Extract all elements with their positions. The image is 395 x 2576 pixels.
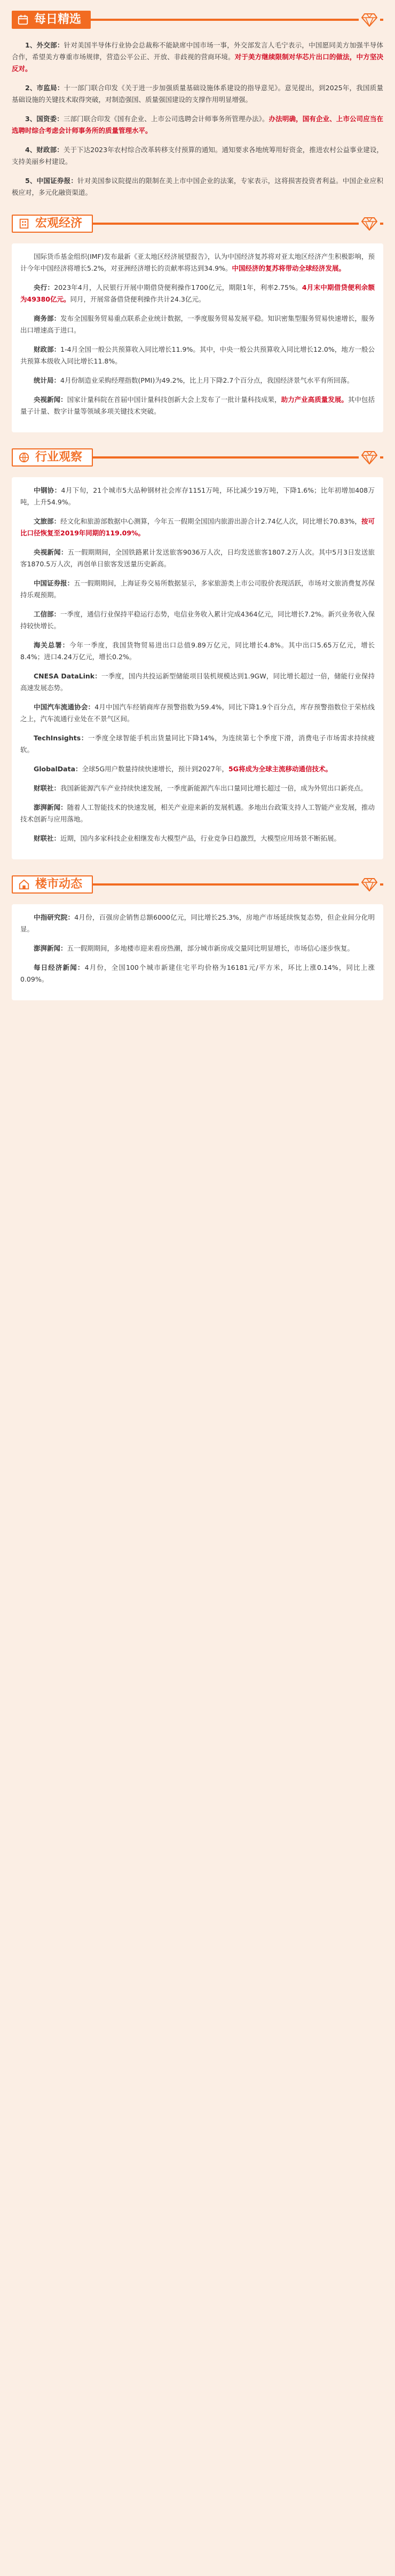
building-icon (17, 217, 31, 231)
news-source: 中指研究院： (34, 913, 75, 921)
news-source: 央行： (34, 283, 54, 291)
news-text: 1-4月全国一般公共预算收入同比增长11.9%。 (60, 345, 200, 353)
section-header (12, 872, 383, 897)
news-text: 一季度，国内共投运新型储能项目装机规模达到1.9GW， (101, 672, 273, 680)
news-text: 五一假期期间，多地楼市迎来看房热潮， (67, 944, 187, 952)
news-item (20, 485, 375, 508)
news-item (20, 344, 375, 367)
diamond-icon (359, 447, 380, 468)
news-tail: 其中，中央一般公共预算收入同比增长12.0%，地方一般公共预算本级收入同比增长11.8%。 (20, 345, 375, 365)
news-item (20, 962, 375, 985)
news-item (20, 701, 375, 725)
news-source: 4、财政部： (25, 146, 64, 154)
diamond-icon (359, 10, 380, 30)
news-source: 1、外交部： (25, 41, 64, 49)
news-item (20, 670, 375, 694)
news-text: 4月份制造业采购经理指数(PMI)为49.2%，比上月下降2.7个百分点， (60, 376, 267, 384)
news-tail: 我国经济景气水平有所回落。 (266, 376, 354, 384)
section-header (12, 445, 383, 470)
news-tail: 同比增长超过一倍，储能行业保持高速发展态势。 (20, 672, 375, 692)
news-item (12, 39, 383, 75)
news-source: TechInsights： (34, 734, 88, 742)
news-source: 每日经济新闻： (34, 963, 85, 971)
diamond-icon (359, 214, 380, 234)
news-tail: 部分城市新房成交量同比明显增长，市场信心逐步恢复。 (187, 944, 354, 952)
news-item (20, 282, 375, 305)
news-source: 财联社： (34, 784, 61, 792)
news-highlight: 按可比口径恢复至2019年同期的119.09%。 (20, 517, 375, 537)
news-tail: 为连续第七个季度下滑，消费电子市场需求持续疲软。 (20, 734, 375, 754)
section-daily (12, 7, 383, 199)
news-text: 五一假期期间，全国铁路累计发送旅客9036万人次，日均发送旅客1807.2万人次。 (67, 548, 319, 556)
news-source: 文旅部： (34, 517, 61, 525)
news-item (20, 609, 375, 632)
news-source: 财政部： (34, 345, 61, 353)
news-tail: 知识密集型服务贸易快速增长，服务出口增速高于进口。 (20, 314, 375, 334)
news-source: 5、中国证券报： (25, 177, 78, 185)
section-title-badge (12, 875, 93, 894)
news-item (20, 251, 375, 274)
news-highlight: 助力产业高质量发展。 (281, 396, 348, 404)
news-text: 2023年4月，人民银行开展中期借贷便利操作1700亿元，期限1年，利率2.75%。 (54, 283, 302, 291)
news-highlight: 中国经济的复苏将带动全球经济发展。 (232, 264, 345, 272)
section-title-badge (12, 448, 93, 467)
news-text: 针对美国半导体行业协会总裁称不能缺席中国市场一事，外交部发言人毛宁表示，中国愿同美方加强半导体合作，希望美方尊重市场规律，营造公平公正、开放、非歧视的营商环境。 (12, 41, 383, 61)
section-body (12, 904, 383, 1000)
section-realestate (12, 872, 383, 1000)
news-item (20, 833, 375, 844)
news-text: 4月中国汽车经销商库存预警指数为59.4%，同比下降1.9个百分点， (94, 703, 301, 711)
news-text: 关于下达2023年农村综合改革转移支付预算的通知。 (63, 146, 222, 154)
news-source: 统计局： (34, 376, 61, 384)
news-text: 全球5G用户数量持续快速增长，预计到2027年， (82, 765, 228, 773)
news-text: 国际货币基金组织(IMF)发布最新《亚太地区经济展望报告》，认为中国经济复苏将对亚太地区经济产生积极影响，预计今年中国经济将增长5.2%，对亚洲经济增长的贡献率将达到34.9%。 (20, 252, 375, 272)
news-source: GlobalData： (34, 765, 82, 773)
news-source: 3、国资委： (25, 115, 64, 123)
news-tail: 行业竞争日趋激烈，大模型应用场景不断拓展。 (200, 834, 341, 842)
news-text: 经文化和旅游部数据中心测算，今年五一假期全国国内旅游出游合计2.74亿人次，同比增长70.83%， (60, 517, 361, 525)
news-text: 五一假期期间，上海证券交易所数据显示， (74, 579, 201, 587)
news-source: CNESA DataLink： (34, 672, 101, 680)
news-item (20, 516, 375, 539)
news-highlight: 4月末中期借贷便利余额为49380亿元。 (20, 283, 375, 303)
news-source: 中国证券报： (34, 579, 74, 587)
section-title: 楼市动态 (35, 878, 83, 891)
news-tail: 一季度新能源汽车出口量同比增长超过一倍，成为外贸出口新亮点。 (167, 784, 368, 792)
news-tail: 房地产市场延续恢复态势，但企业间分化明显。 (20, 913, 375, 933)
news-source: 央视新闻： (34, 548, 68, 556)
section-title-badge (12, 11, 91, 29)
news-item (20, 578, 375, 601)
news-item (20, 375, 375, 386)
page (0, 0, 395, 1034)
news-highlight: 5G将成为全球主流移动通信技术。 (228, 765, 332, 773)
news-item (12, 144, 383, 168)
news-tail: 多地出台政策支持人工智能产业发展，推动技术创新与应用落地。 (20, 803, 375, 823)
news-item (20, 313, 375, 336)
news-tail: 新兴业务收入保持较快增长。 (20, 610, 375, 630)
news-tail: 其中包括量子计量、数字计量等领域多项关键技术突破。 (20, 396, 375, 415)
news-text: 近期，国内多家科技企业相继发布大模型产品， (60, 834, 201, 842)
section-title: 行业观察 (35, 451, 83, 464)
news-item (20, 783, 375, 794)
news-tail: 通知要求各地统筹用好资金，推进农村公益事业建设，支持美丽乡村建设。 (12, 146, 383, 165)
section-industry (12, 445, 383, 859)
section-body (12, 39, 383, 199)
news-text: 4月份，百强房企销售总额6000亿元，同比增长25.3%， (74, 913, 246, 921)
news-text: 4月份，全国100个城市新建住宅平均价格为16181元/平方米，环比上涨0.14%， (84, 963, 346, 971)
section-title-badge (12, 215, 93, 233)
news-item (20, 802, 375, 825)
news-text: 针对美国参议院提出的限制在美上市中国企业的法案，专家表示，这将损害投资者利益。 (77, 177, 343, 185)
news-item (12, 113, 383, 137)
news-item (20, 547, 375, 570)
news-item (20, 394, 375, 417)
news-source: 财联社： (34, 834, 61, 842)
news-text: 我国新能源汽车产业持续快速发展， (60, 784, 168, 792)
calendar-icon (16, 13, 30, 27)
ball-icon (17, 451, 31, 464)
news-tail: 其中5月3日发送旅客1870.5万人次，再创单日旅客发送量历史新高。 (20, 548, 375, 568)
news-text: 4月下旬，21个城市5大品种钢材社会库存1151万吨，环比减少19万吨，下降1.6%；比年初增加408万吨，上升54.9%。 (20, 486, 375, 506)
news-tail: 库存预警指数位于荣枯线之上，汽车流通行业处在不景气区间。 (20, 703, 375, 723)
news-tail: 同月，开展常备借贷便利操作共计24.3亿元。 (70, 295, 206, 303)
news-item (12, 82, 383, 106)
news-source: 2、市监局： (25, 84, 64, 92)
section-title: 每日精选 (34, 13, 82, 26)
news-source: 工信部： (34, 610, 61, 618)
news-text: 今年一季度，我国货物贸易进出口总值9.89万亿元，同比增长4.8%。 (69, 641, 289, 649)
news-highlight: 办法明确，国有企业、上市公司应当在选聘时综合考虑会计师事务所的质量管理水平。 (12, 115, 383, 135)
news-tail: 多家旅游类上市公司股价表现活跃，市场对文旅消费复苏保持乐观预期。 (20, 579, 375, 599)
news-item (20, 639, 375, 663)
news-source: 澎湃新闻： (34, 803, 67, 811)
news-item (20, 763, 375, 775)
news-text: 十一部门联合印发《关于进一步加强质量基础设施体系建设的指导意见》。意见提出，到2025年，我国质量基础设施的关键技术取得突破，对制造强国、质量强国建设的支撑作用明显增强。 (12, 84, 383, 104)
section-macro (12, 211, 383, 432)
section-title: 宏观经济 (35, 217, 83, 230)
diamond-icon (359, 874, 380, 895)
section-body (12, 477, 383, 859)
news-source: 央视新闻： (34, 396, 67, 404)
news-tail: 中国企业应积极应对，多元化融资渠道。 (12, 177, 383, 196)
section-body (12, 243, 383, 432)
news-source: 中国汽车流通协会： (34, 703, 95, 711)
news-highlight: 对于美方继续限制对华芯片出口的做法，中方坚决反对。 (12, 53, 383, 73)
news-source: 商务部： (34, 314, 61, 322)
section-header (12, 211, 383, 236)
news-source: 中钢协： (34, 486, 61, 494)
news-tail: 同比上涨0.09%。 (20, 963, 375, 983)
news-item (12, 175, 383, 199)
news-text: 随着人工智能技术的快速发展，相关产业迎来新的发展机遇。 (67, 803, 248, 811)
news-source: 澎湃新闻： (34, 944, 67, 952)
news-text: 国家计量科院在首届中国计量科技创新大会上发布了一批计量科技成果， (67, 396, 281, 404)
house-icon (17, 878, 31, 891)
news-text: 三部门联合印发《国有企业、上市公司选聘会计师事务所管理办法》。 (63, 115, 269, 123)
news-text: 一季度，通信行业保持平稳运行态势，电信业务收入累计完成4364亿元，同比增长7.2%。 (60, 610, 328, 618)
news-tail: 其中出口5.65万亿元，增长8.4%；进口4.24万亿元，增长0.2%。 (20, 641, 375, 661)
news-source: 海关总署： (34, 641, 70, 649)
section-header (12, 7, 383, 32)
news-text: 一季度全球智能手机出货量同比下降14%， (88, 734, 222, 742)
news-item (20, 732, 375, 756)
news-item (20, 943, 375, 954)
news-item (20, 912, 375, 935)
news-text: 发布全国服务贸易重点联系企业统计数据，一季度服务贸易发展平稳。 (60, 314, 268, 322)
